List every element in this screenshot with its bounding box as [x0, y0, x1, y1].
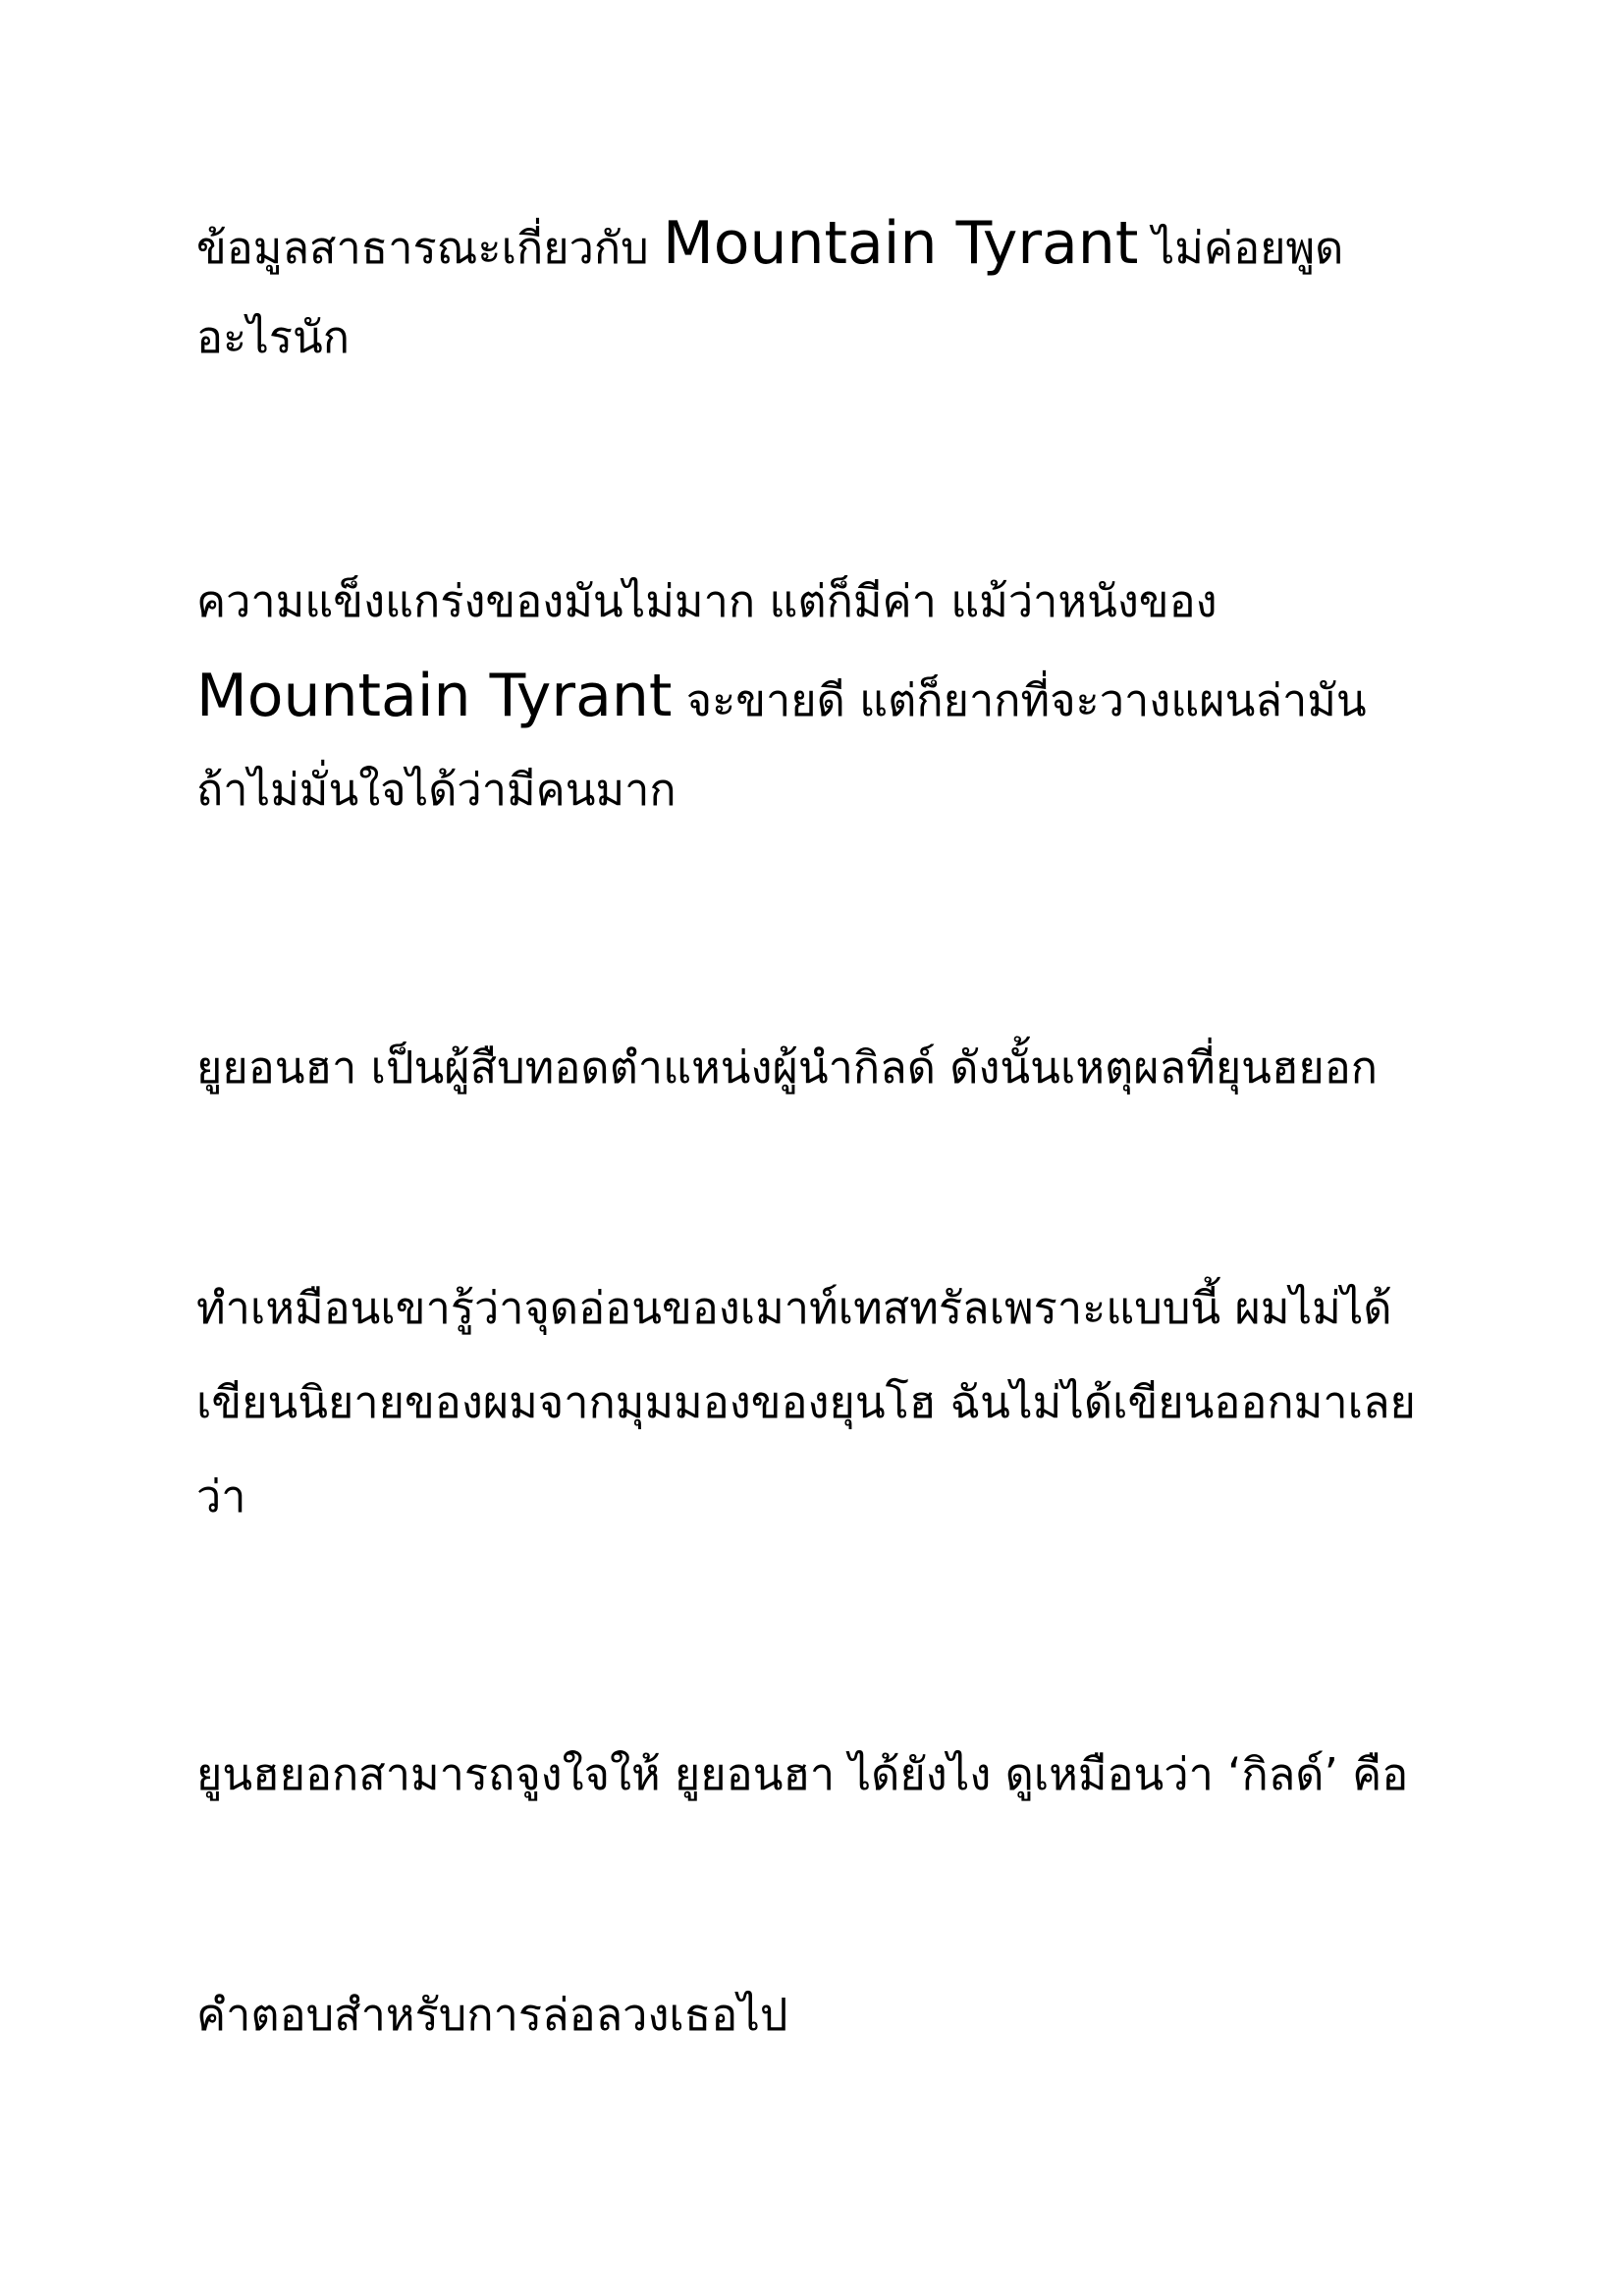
text-line	[196, 555, 1473, 649]
paragraph-6	[196, 1968, 1473, 2062]
text-line	[196, 291, 1473, 385]
paragraph-3	[196, 1021, 1473, 1115]
text-line	[196, 1968, 1473, 2062]
text-run: ยูยอนฮา เป็นผู้สืบทอดตำแหน่งผู้นำกิลด์ ดังนั้นเหตุผลที่ยุนฮยอก	[196, 1041, 1379, 1094]
text-run: ยูนฮยอกสามารถจูงใจให้ ยูยอนฮา ได้ยังไง ดูเหมือนว่า ‘กิลด์’ คือ	[196, 1748, 1409, 1800]
text-run: ข้อมูลสาธารณะเกี่ยวกับ	[196, 222, 663, 274]
paragraph-4	[196, 1261, 1473, 1544]
text-line	[196, 1021, 1473, 1115]
text-line	[196, 1450, 1473, 1544]
text-line	[196, 743, 1473, 837]
paragraph-5	[196, 1728, 1473, 1822]
text-line	[196, 1356, 1473, 1450]
text-line	[196, 1261, 1473, 1356]
text-line	[196, 649, 1473, 743]
paragraph-1	[196, 196, 1473, 385]
latin-text-run: Mountain Tyrant	[196, 662, 673, 730]
text-line	[196, 196, 1473, 291]
text-line	[196, 1728, 1473, 1822]
text-run: ทำเหมือนเขารู้ว่าจุดอ่อนของเมาท์เทสทรัลเพราะแบบนี้ ผมไม่ได้	[196, 1282, 1392, 1334]
text-run: อะไรนัก	[196, 311, 351, 363]
paragraph-2	[196, 555, 1473, 837]
text-run: ความแข็งแกร่งของมันไม่มาก แต่ก็มีค่า แม้ว่าหนังของ	[196, 575, 1218, 627]
text-run: ไม่ค่อยพูด	[1138, 222, 1344, 274]
text-run: เขียนนิยายของผมจากมุมมองของยุนโฮ ฉันไม่ได้เขียนออกมาเลย	[196, 1376, 1416, 1428]
latin-text-run: Mountain Tyrant	[662, 209, 1139, 278]
text-run: คำตอบสำหรับการล่อลวงเธอไป	[196, 1989, 788, 2041]
text-run: จะขายดี แต่ก็ยากที่จะวางแผนล่ามัน	[672, 674, 1367, 726]
text-run: ถ้าไม่มั่นใจได้ว่ามีคนมาก	[196, 764, 677, 816]
text-run: ว่า	[196, 1470, 246, 1522]
